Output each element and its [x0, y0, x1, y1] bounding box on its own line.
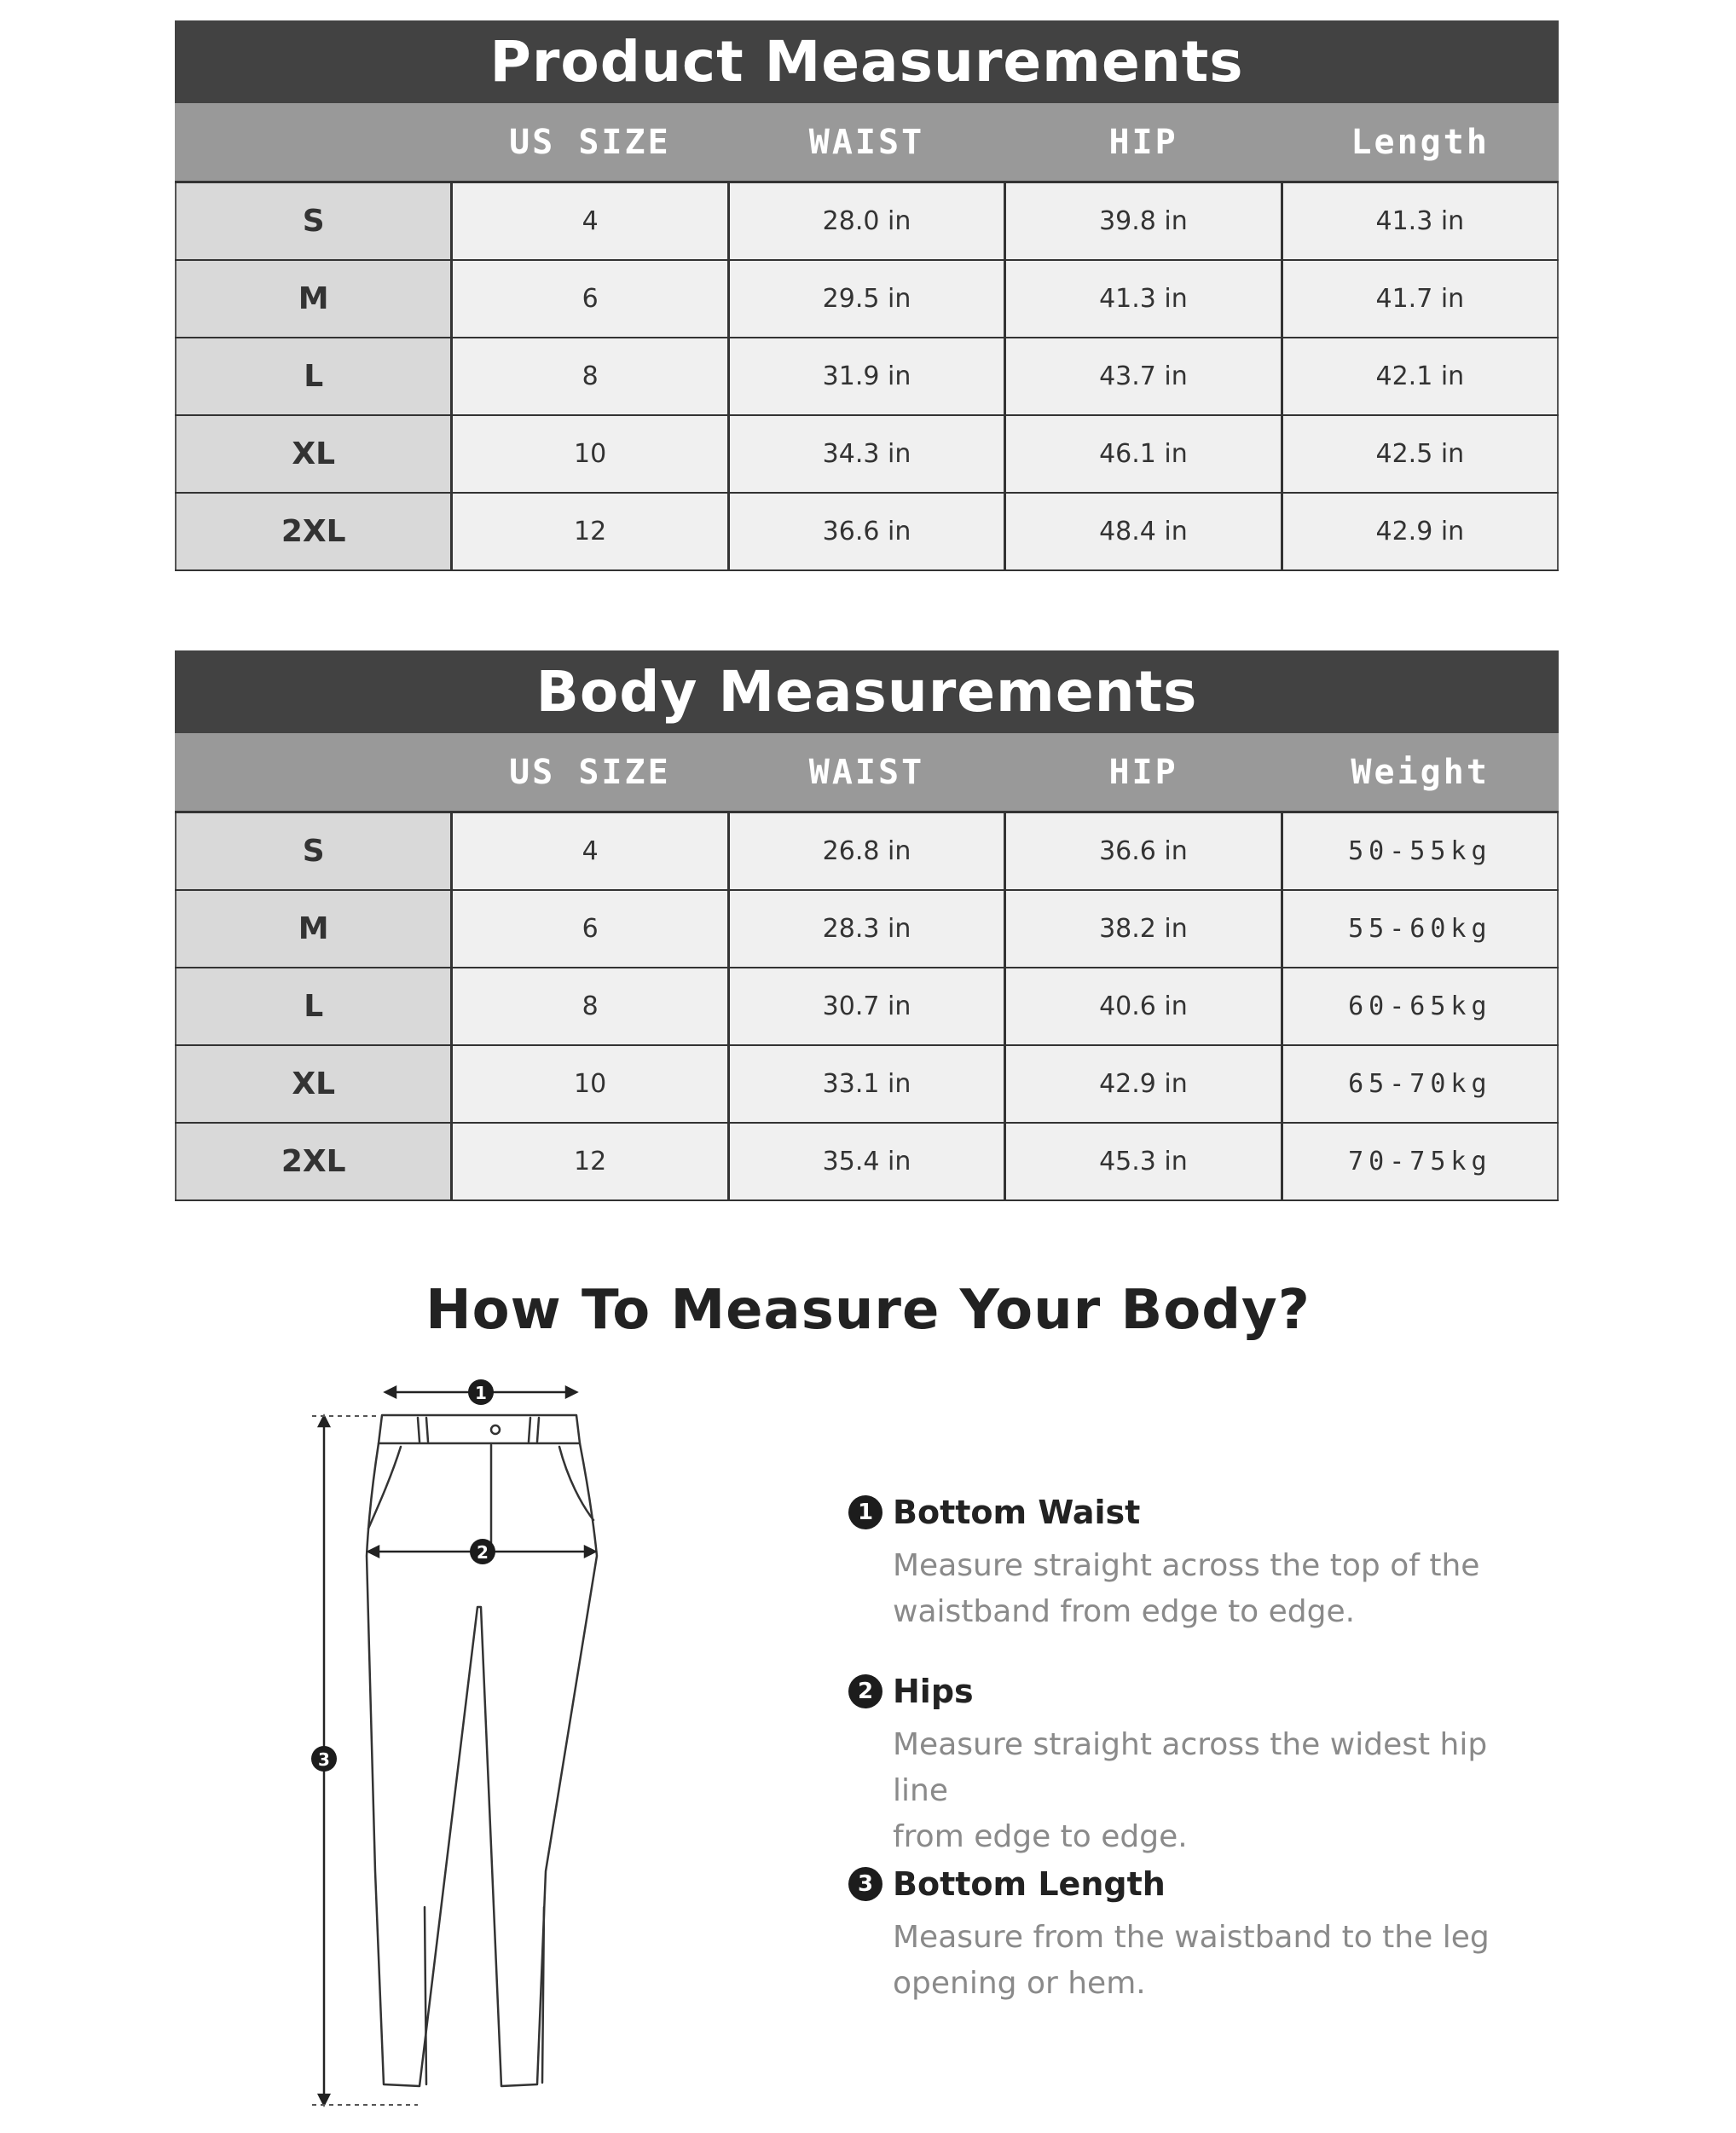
- waistband: [379, 1415, 580, 1443]
- number-1-icon: 1: [848, 1495, 882, 1529]
- table-cell: 33.1 in: [727, 1046, 1004, 1122]
- table-cell: 6: [450, 891, 726, 967]
- size-label: 2XL: [175, 1124, 450, 1199]
- table-cell: 28.0 in: [727, 183, 1004, 259]
- header-cell-waist: WAIST: [808, 752, 925, 792]
- marker-2-icon: [470, 1539, 495, 1564]
- table-cell: 70-75kg: [1281, 1124, 1559, 1199]
- instruction-line: from edge to edge.: [893, 1819, 1188, 1854]
- header-cell-hip: HIP: [1108, 122, 1178, 162]
- table-cell: 4: [450, 813, 726, 889]
- marker-1-icon: [468, 1379, 494, 1405]
- table-cell: 8: [450, 968, 726, 1044]
- instruction-line: Measure from the waistband to the leg: [893, 1920, 1490, 1955]
- table-cell: 41.3 in: [1004, 261, 1280, 337]
- table-cell: 30.7 in: [727, 968, 1004, 1044]
- table-cell: 43.7 in: [1004, 338, 1280, 414]
- button-icon: [491, 1425, 500, 1434]
- table-row: [175, 1046, 1559, 1124]
- instruction-bottom-waist: [848, 1494, 1531, 1635]
- table-cell: 40.6 in: [1004, 968, 1280, 1044]
- table-title: Product Measurements: [175, 20, 1559, 103]
- table-row: [175, 891, 1559, 968]
- table-cell: 42.9 in: [1004, 1046, 1280, 1122]
- size-label: 2XL: [175, 494, 450, 569]
- instruction-title: Hips: [893, 1673, 974, 1710]
- pants-diagram: [290, 1368, 648, 2110]
- table-header-row: [175, 733, 1559, 813]
- header-cell-weight: Weight: [1351, 752, 1490, 792]
- table-cell: 42.1 in: [1281, 338, 1559, 414]
- instruction-text: [893, 1915, 1531, 2007]
- table-cell: 41.3 in: [1281, 183, 1559, 259]
- instruction-line: Measure straight across the widest hip line: [893, 1727, 1488, 1808]
- marker-1-label: 1: [475, 1383, 487, 1403]
- instruction-line: opening or hem.: [893, 1966, 1146, 2001]
- instruction-text: [893, 1722, 1531, 1860]
- header-cell-size: [175, 733, 452, 811]
- body-measurements-table: [175, 650, 1559, 1201]
- table-cell: 55-60kg: [1281, 891, 1559, 967]
- table-row: [175, 183, 1559, 261]
- table-row: [175, 813, 1559, 891]
- size-label: L: [175, 968, 450, 1044]
- table-cell: 50-55kg: [1281, 813, 1559, 889]
- table-row: [175, 968, 1559, 1046]
- header-cell-hip: HIP: [1108, 752, 1178, 792]
- table-cell: 26.8 in: [727, 813, 1004, 889]
- header-cell-waist: WAIST: [808, 122, 925, 162]
- table-cell: 60-65kg: [1281, 968, 1559, 1044]
- instruction-bottom-length: [848, 1865, 1531, 2007]
- table-cell: 10: [450, 416, 726, 492]
- size-label: S: [175, 183, 450, 259]
- table-cell: 41.7 in: [1281, 261, 1559, 337]
- size-label: XL: [175, 1046, 450, 1122]
- table-cell: 31.9 in: [727, 338, 1004, 414]
- table-title: Body Measurements: [175, 650, 1559, 733]
- header-cell-us-size: US SIZE: [509, 122, 671, 162]
- table-cell: 45.3 in: [1004, 1124, 1280, 1199]
- table-row: [175, 261, 1559, 338]
- instruction-line: waistband from edge to edge.: [893, 1594, 1356, 1629]
- number-2-icon: 2: [848, 1674, 882, 1708]
- header-cell-us-size: US SIZE: [509, 752, 671, 792]
- instruction-title: Bottom Waist: [893, 1494, 1141, 1531]
- table-row: [175, 416, 1559, 494]
- table-cell: 29.5 in: [727, 261, 1004, 337]
- table-cell: 36.6 in: [1004, 813, 1280, 889]
- marker-3-icon: [311, 1746, 337, 1772]
- marker-3-label: 3: [318, 1749, 330, 1770]
- table-cell: 36.6 in: [727, 494, 1004, 569]
- size-label: M: [175, 891, 450, 967]
- size-label: L: [175, 338, 450, 414]
- table-cell: 65-70kg: [1281, 1046, 1559, 1122]
- table-cell: 8: [450, 338, 726, 414]
- size-label: M: [175, 261, 450, 337]
- table-cell: 12: [450, 494, 726, 569]
- table-cell: 34.3 in: [727, 416, 1004, 492]
- table-cell: 12: [450, 1124, 726, 1199]
- marker-2-label: 2: [477, 1542, 489, 1563]
- table-cell: 42.9 in: [1281, 494, 1559, 569]
- table-row: [175, 338, 1559, 416]
- instruction-text: [893, 1543, 1531, 1635]
- table-cell: 42.5 in: [1281, 416, 1559, 492]
- number-3-icon: 3: [848, 1867, 882, 1901]
- table-cell: 35.4 in: [727, 1124, 1004, 1199]
- table-cell: 46.1 in: [1004, 416, 1280, 492]
- table-cell: 4: [450, 183, 726, 259]
- instruction-hips: [848, 1673, 1531, 1860]
- table-cell: 6: [450, 261, 726, 337]
- header-cell-size: [175, 103, 452, 181]
- table-cell: 10: [450, 1046, 726, 1122]
- product-measurements-table: [175, 20, 1559, 571]
- instruction-line: Measure straight across the top of the: [893, 1548, 1480, 1583]
- table-cell: 28.3 in: [727, 891, 1004, 967]
- table-row: [175, 494, 1559, 571]
- table-cell: 38.2 in: [1004, 891, 1280, 967]
- measure-guide-title: How To Measure Your Body?: [425, 1279, 1311, 1342]
- header-cell-length: Length: [1351, 122, 1490, 162]
- table-row: [175, 1124, 1559, 1201]
- table-cell: 39.8 in: [1004, 183, 1280, 259]
- instruction-title: Bottom Length: [893, 1865, 1166, 1903]
- size-label: XL: [175, 416, 450, 492]
- table-cell: 48.4 in: [1004, 494, 1280, 569]
- size-label: S: [175, 813, 450, 889]
- table-header-row: [175, 103, 1559, 183]
